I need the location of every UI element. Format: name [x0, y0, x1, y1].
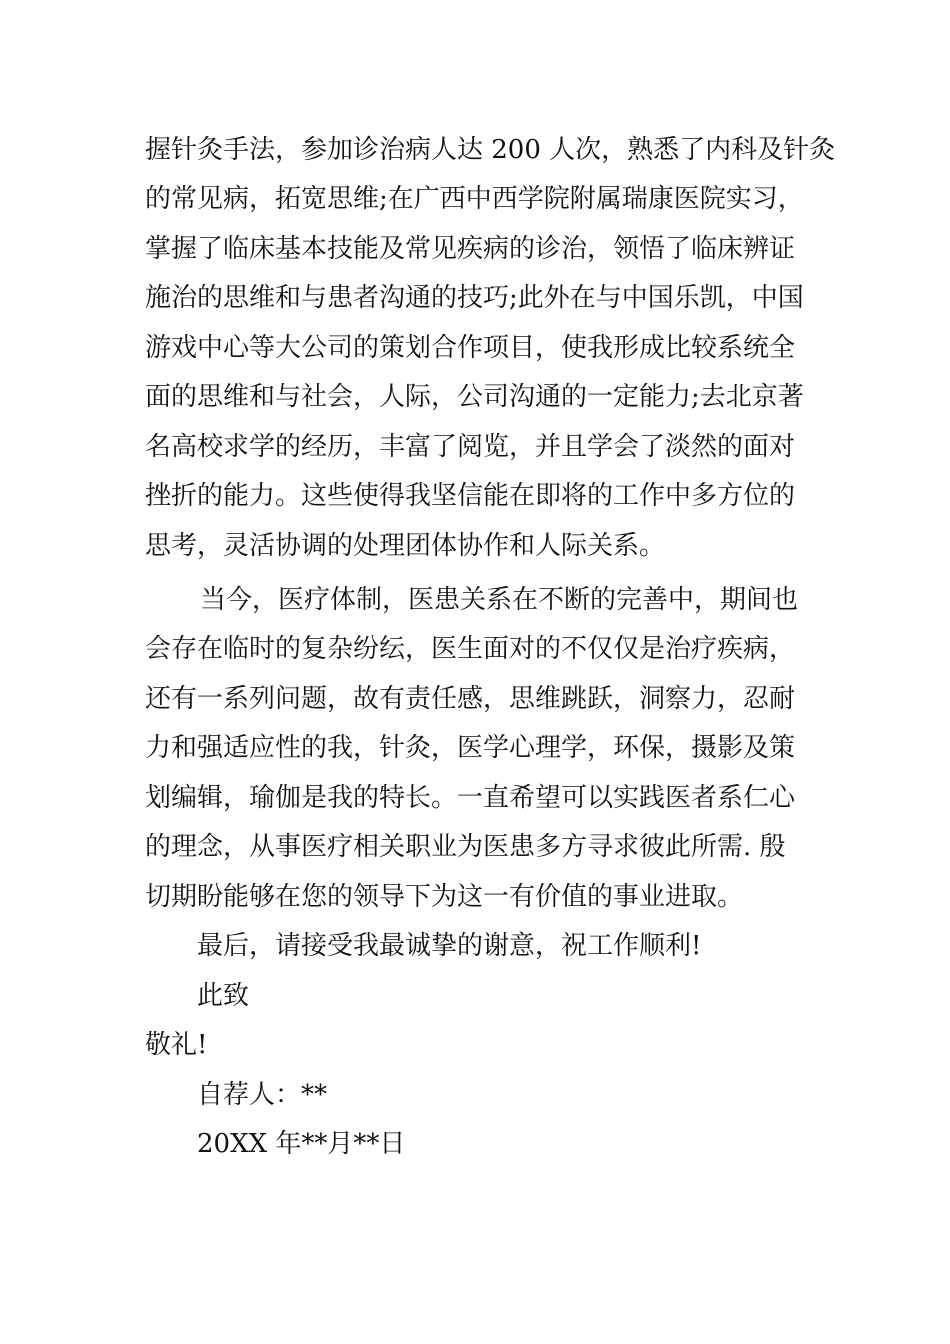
paragraph-1-line-7: 名高校求学的经历，丰富了阅览，并且学会了淡然的面对 — [145, 432, 796, 462]
paragraph-1-line-2: 的常见病，拓宽思维;在广西中西学院附属瑞康医院实习， — [145, 184, 804, 214]
paragraph-1-line-3: 掌握了临床基本技能及常见疾病的诊治，领悟了临床辨证 — [145, 234, 796, 264]
paragraph-1-line-5: 游戏中心等大公司的策划合作项目，使我形成比较系统全 — [145, 333, 796, 363]
paragraph-2-line-3: 还有一系列问题，故有责任感，思维跳跃，洞察力，忍耐 — [145, 684, 796, 714]
paragraph-1-line-4: 施治的思维和与患者沟通的技巧;此外在与中国乐凯，中国 — [145, 283, 804, 313]
paragraph-1-line-8: 挫折的能力。这些使得我坚信能在即将的工作中多方位的 — [145, 481, 796, 511]
date-line: 20XX 年**月**日 — [197, 1129, 406, 1159]
closing-line: 最后，请接受我最诚挚的谢意，祝工作顺利! — [197, 931, 702, 961]
salutation-jing-li: 敬礼! — [145, 1030, 208, 1060]
paragraph-1-line-1: 握针灸手法，参加诊治病人达 200 人次，熟悉了内科及针灸 — [145, 135, 836, 165]
salutation-ci-zhi: 此致 — [197, 981, 250, 1011]
signature-line: 自荐人：** — [197, 1080, 328, 1110]
paragraph-2-line-1: 当今，医疗体制，医患关系在不断的完善中，期间也 — [200, 585, 799, 615]
paragraph-2-line-7: 切期盼能够在您的领导下为这一有价值的事业进取。 — [145, 882, 744, 912]
paragraph-2-line-4: 力和强适应性的我，针灸，医学心理学，环保，摄影及策 — [145, 733, 796, 763]
paragraph-1-line-6: 面的思维和与社会，人际，公司沟通的一定能力;去北京著 — [145, 382, 804, 412]
paragraph-2-line-2: 会存在临时的复杂纷纭，医生面对的不仅仅是治疗疾病， — [145, 634, 796, 664]
paragraph-1-line-9: 思考，灵活协调的处理团体协作和人际关系。 — [145, 531, 666, 561]
paragraph-2-line-5: 划编辑，瑜伽是我的特长。一直希望可以实践医者系仁心 — [145, 783, 796, 813]
paragraph-2-line-6: 的理念，从事医疗相关职业为医患多方寻求彼此所需. 殷 — [145, 832, 786, 862]
